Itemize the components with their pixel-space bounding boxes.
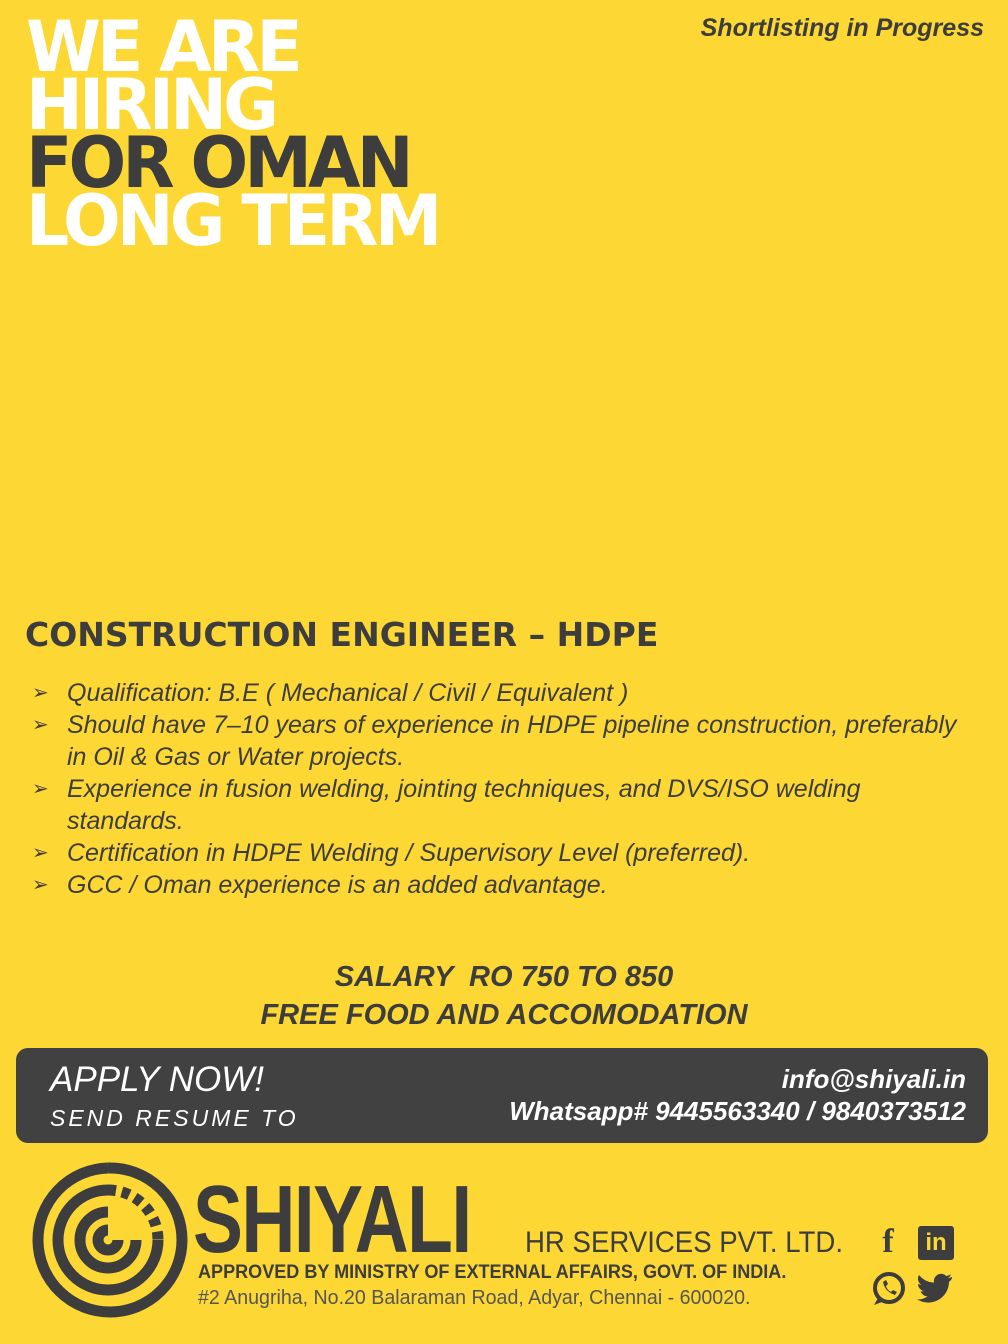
whatsapp-numbers[interactable]: Whatsapp# 9445563340 / 9840373512	[509, 1096, 966, 1126]
apply-subtitle: SEND RESUME TO	[50, 1105, 299, 1131]
requirement-text: Experience in fusion welding, jointing techniques, and DVS/ISO welding standards.	[67, 775, 861, 835]
list-item	[32, 837, 962, 869]
requirement-text: Qualification: B.E ( Mechanical / Civil / Equivalent )	[67, 679, 629, 707]
salary-text: SALARY RO 750 TO 850	[334, 961, 674, 993]
list-item	[32, 677, 962, 709]
company-approval: APPROVED BY MINISTRY OF EXTERNAL AFFAIRS, GOVT. OF INDIA.	[198, 1262, 787, 1283]
benefits-text: FREE FOOD AND ACCOMODATION	[260, 999, 748, 1031]
requirements-list	[32, 677, 962, 901]
arrow-bullet-icon: ➢	[32, 682, 49, 704]
arrow-bullet-icon: ➢	[32, 714, 49, 736]
status-text: Shortlisting in Progress	[700, 14, 984, 42]
requirement-text: GCC / Oman experience is an added advantage.	[67, 871, 608, 899]
linkedin-icon[interactable]: in	[918, 1226, 954, 1260]
apply-title: APPLY NOW!	[50, 1060, 264, 1099]
list-item	[32, 709, 962, 773]
list-item	[32, 773, 962, 837]
arrow-bullet-icon: ➢	[32, 874, 49, 896]
requirement-text: Should have 7–10 years of experience in HDPE pipeline construction, preferably in Oil & Gas or Water projects.	[67, 711, 957, 771]
arrow-bullet-icon: ➢	[32, 842, 49, 864]
company-address: #2 Anugriha, No.20 Balaraman Road, Adyar, Chennai - 600020.	[198, 1287, 751, 1309]
company-logo-icon	[30, 1160, 190, 1320]
headline-line-2: HIRING	[26, 64, 275, 146]
headline-line-3: FOR OMAN	[26, 122, 410, 204]
list-item	[32, 869, 962, 901]
twitter-icon[interactable]	[916, 1272, 954, 1306]
job-title: CONSTRUCTION ENGINEER – HDPE	[25, 615, 659, 654]
headline-line-4: LONG TERM	[26, 180, 439, 262]
arrow-bullet-icon: ➢	[32, 778, 49, 800]
company-name: SHIYALI	[193, 1166, 471, 1273]
company-suffix: HR SERVICES PVT. LTD.	[525, 1226, 844, 1259]
apply-banner	[16, 1048, 988, 1143]
facebook-icon[interactable]: f	[882, 1223, 894, 1260]
headline-line-1: WE ARE	[26, 6, 299, 88]
whatsapp-icon[interactable]	[870, 1270, 908, 1308]
requirement-text: Certification in HDPE Welding / Supervisory Level (preferred).	[67, 839, 751, 867]
email-link[interactable]: info@shiyali.in	[781, 1064, 966, 1094]
